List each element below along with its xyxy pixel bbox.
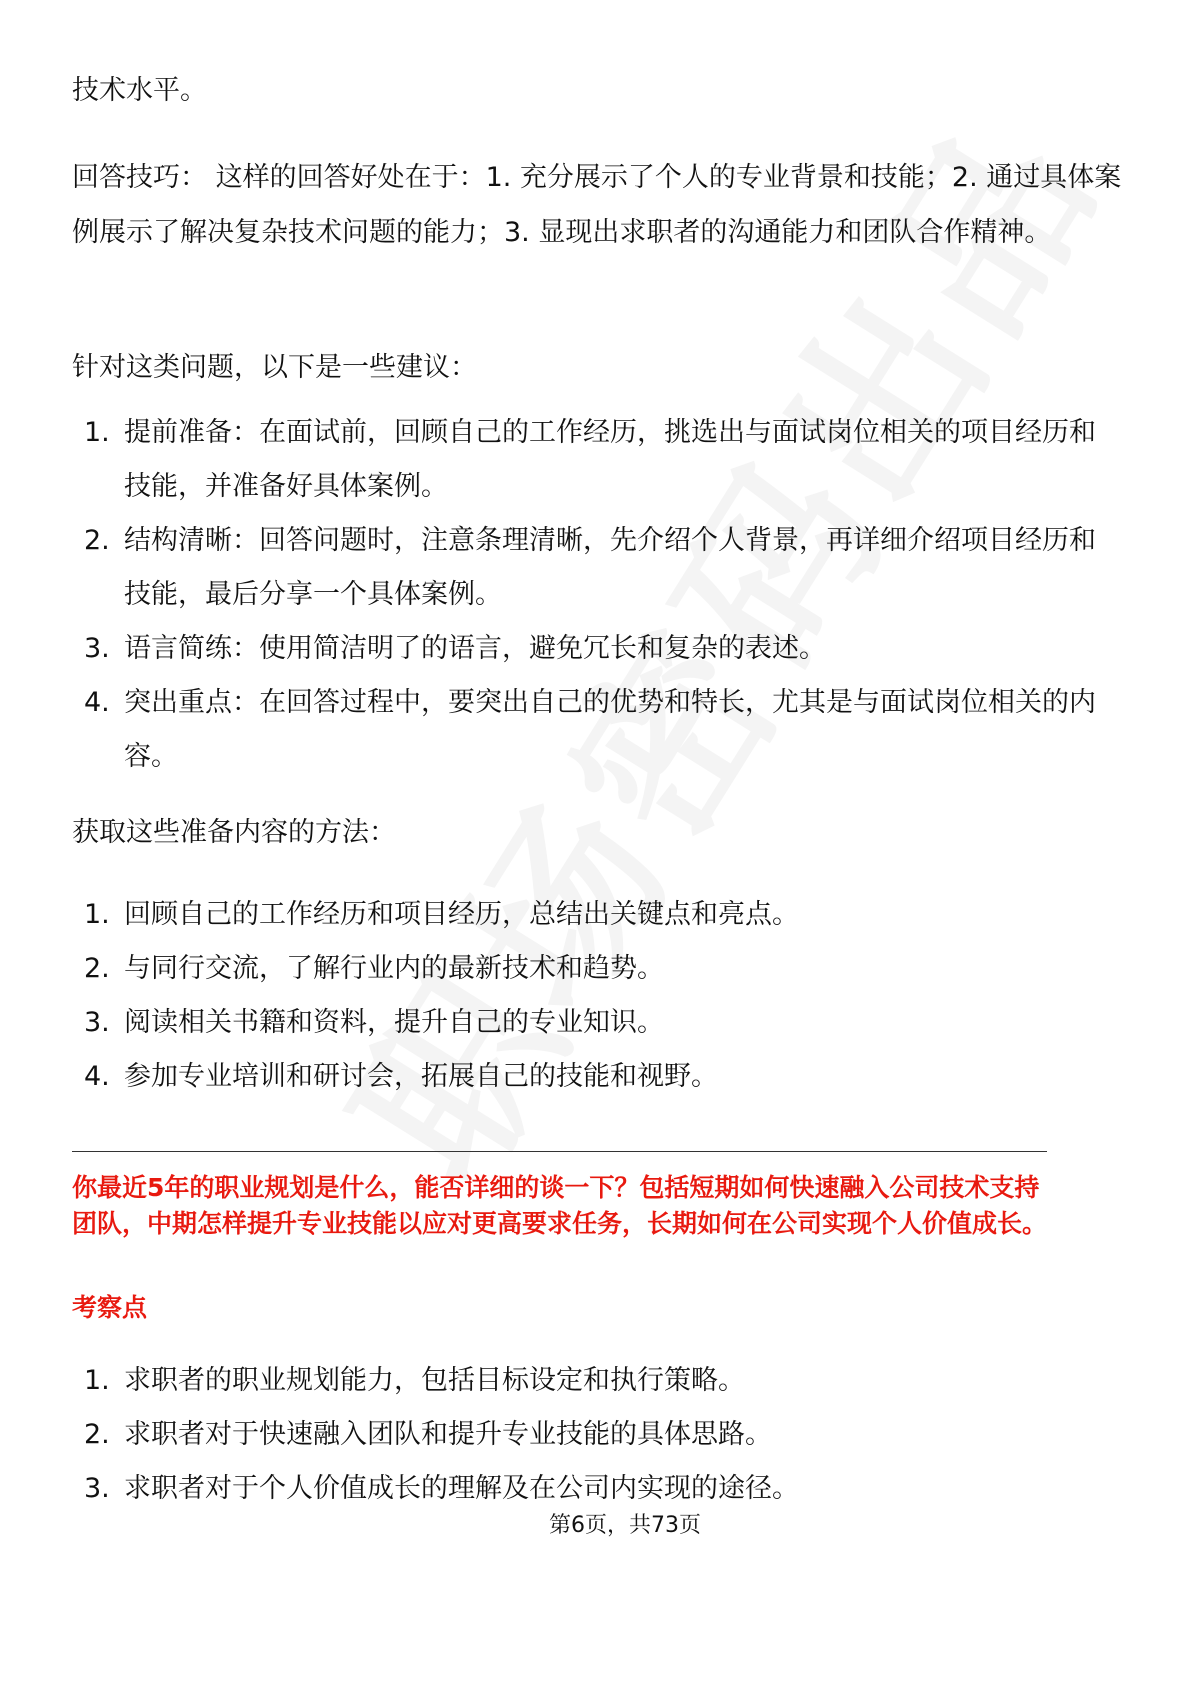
- list-item: [72, 1050, 1122, 1104]
- list-item: [72, 676, 1122, 784]
- advice-list: [72, 406, 1122, 784]
- list-item-text: 求职者对于快速融入团队和提升专业技能的具体思路。: [124, 1419, 772, 1450]
- list-item: [72, 1408, 1122, 1462]
- advice-intro: 针对这类问题，以下是一些建议：: [72, 352, 477, 383]
- list-item: [72, 1354, 1122, 1408]
- paragraph-continuation: 技术水平。: [72, 75, 207, 106]
- list-item-number: 3.: [84, 633, 110, 664]
- list-item: [72, 1462, 1122, 1516]
- assessment-points-list: [72, 1354, 1122, 1516]
- section-heading: 考察点: [72, 1293, 148, 1322]
- list-item-number: 1.: [84, 1365, 110, 1396]
- answer-tips-paragraph: 回答技巧： 这样的回答好处在于：1. 充分展示了个人的专业背景和技能；2. 通过具体案例展示了解决复杂技术问题的能力；3. 显现出求职者的沟通能力和团队合作精神。: [72, 162, 1122, 248]
- section-divider: [72, 1151, 1047, 1152]
- list-item-number: 3.: [84, 1007, 110, 1038]
- list-item-text: 求职者的职业规划能力，包括目标设定和执行策略。: [124, 1365, 745, 1396]
- list-item-number: 1.: [84, 417, 110, 448]
- list-item: [72, 888, 1122, 942]
- list-item-text: 突出重点：在回答过程中，要突出自己的优势和特长，尤其是与面试岗位相关的内容。: [124, 687, 1096, 772]
- page-footer: 第6页，共73页: [549, 1513, 701, 1538]
- list-item-text: 结构清晰：回答问题时，注意条理清晰，先介绍个人背景，再详细介绍项目经历和技能，最后分享一个具体案例。: [124, 525, 1096, 610]
- list-item-text: 语言简练：使用简洁明了的语言，避免冗长和复杂的表述。: [124, 633, 826, 664]
- list-item-text: 提前准备：在面试前，回顾自己的工作经历，挑选出与面试岗位相关的项目经历和技能，并准备好具体案例。: [124, 417, 1096, 502]
- list-item-number: 2.: [84, 1419, 110, 1450]
- list-item-text: 阅读相关书籍和资料，提升自己的专业知识。: [124, 1007, 664, 1038]
- list-item-number: 4.: [84, 687, 110, 718]
- list-item: [72, 996, 1122, 1050]
- list-item-number: 1.: [84, 899, 110, 930]
- list-item-number: 2.: [84, 953, 110, 984]
- method-list: [72, 888, 1122, 1104]
- list-item: [72, 942, 1122, 996]
- list-item-text: 与同行交流，了解行业内的最新技术和趋势。: [124, 953, 664, 984]
- list-item-number: 4.: [84, 1061, 110, 1092]
- list-item: [72, 406, 1122, 514]
- method-intro: 获取这些准备内容的方法：: [72, 817, 396, 848]
- list-item: [72, 622, 1122, 676]
- interview-question: 你最近5年的职业规划是什么，能否详细的谈一下？包括短期如何快速融入公司技术支持团队，中期怎样提升专业技能以应对更高要求任务，长期如何在公司实现个人价值成长。: [72, 1173, 1048, 1238]
- list-item-text: 求职者对于个人价值成长的理解及在公司内实现的途径。: [124, 1473, 799, 1504]
- list-item-number: 3.: [84, 1473, 110, 1504]
- list-item-number: 2.: [84, 525, 110, 556]
- list-item: [72, 514, 1122, 622]
- list-item-text: 回顾自己的工作经历和项目经历，总结出关键点和亮点。: [124, 899, 799, 930]
- list-item-text: 参加专业培训和研讨会，拓展自己的技能和视野。: [124, 1061, 718, 1092]
